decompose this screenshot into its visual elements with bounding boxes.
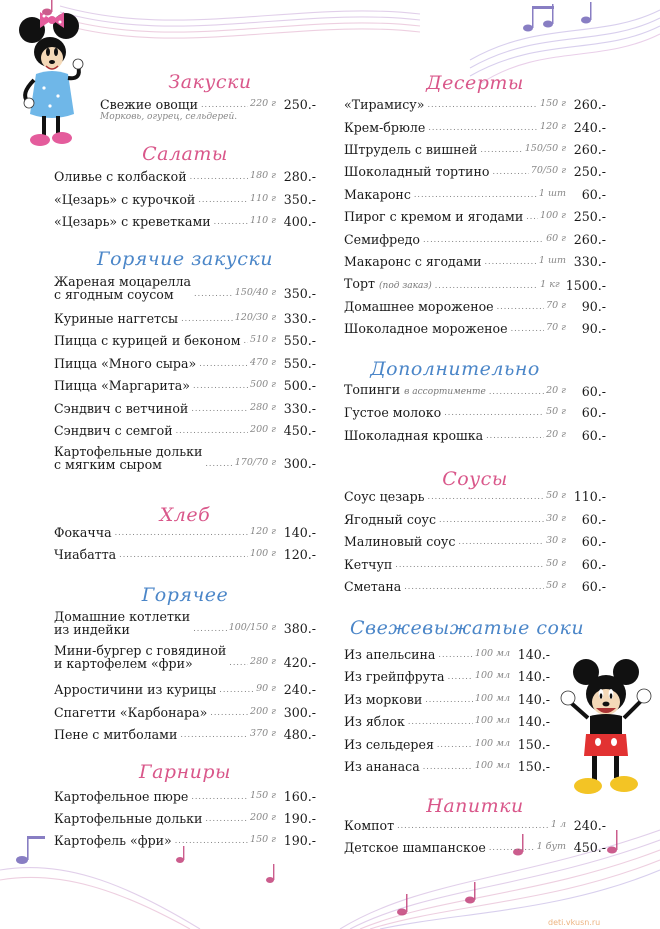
item-name: Сэндвич с ветчиной — [54, 401, 189, 416]
menu-item — [100, 97, 316, 112]
item-weight: 100 г — [250, 548, 276, 559]
item-weight: 20 г — [546, 385, 566, 396]
item-name: Из яблок — [344, 714, 405, 729]
item-weight: 1 шт — [538, 255, 566, 266]
menu-item — [344, 759, 550, 774]
item-weight: 70/50 г — [530, 165, 566, 176]
item-weight: 20 г — [546, 429, 566, 440]
section-title-napitki: Напитки — [426, 795, 524, 817]
item-name: Соус цезарь — [344, 489, 425, 504]
item-name: Штрудель с вишней — [344, 142, 478, 157]
menu-item — [344, 187, 606, 202]
item-price: 140.- — [517, 692, 550, 707]
item-price: 60.- — [581, 512, 606, 527]
menu-item — [344, 142, 606, 157]
item-name: Мини-бургер с говядиной и картофелем «фри» — [54, 643, 227, 671]
item-price: 300.- — [283, 456, 316, 471]
menu-item — [344, 737, 550, 752]
item-price: 140.- — [517, 669, 550, 684]
menu-item — [344, 489, 606, 504]
item-price: 60.- — [581, 534, 606, 549]
item-weight: 60 г — [546, 233, 566, 244]
item-name: Жареная моцарелла с ягодным соусом — [54, 274, 192, 302]
item-price: 240.- — [573, 818, 606, 833]
item-price: 60.- — [581, 557, 606, 572]
menu-item — [344, 277, 606, 293]
menu-item — [344, 383, 606, 399]
minnie-mouse-illustration — [12, 6, 90, 154]
item-description: Морковь, огурец, сельдерей. — [100, 112, 238, 122]
item-name: Ягодный соус — [344, 512, 437, 527]
item-name: Пицца с курицей и беконом — [54, 333, 241, 348]
item-name: «Цезарь» с креветками — [54, 214, 211, 229]
item-note: в ассортименте — [404, 387, 486, 397]
menu-item — [54, 644, 316, 670]
item-price: 250.- — [573, 164, 606, 179]
item-name: Спагетти «Карбонара» — [54, 705, 208, 720]
section-title-zakuski: Закуски — [168, 71, 252, 93]
item-note: (под заказ) — [379, 281, 432, 291]
item-price: 160.- — [283, 789, 316, 804]
item-price: 240.- — [573, 120, 606, 135]
item-weight: 1 кг — [540, 279, 560, 290]
item-name: Густое молоко — [344, 405, 442, 420]
menu-item — [344, 97, 606, 112]
item-weight: 470 г — [250, 357, 276, 368]
menu-item — [54, 547, 316, 562]
menu-item — [54, 356, 316, 371]
item-price: 400.- — [283, 214, 316, 229]
section-title-dopolnitelno: Дополнительно — [370, 358, 540, 380]
section-title-soki: Свежевыжатые соки — [350, 617, 585, 639]
item-price: 150.- — [517, 759, 550, 774]
menu-item — [54, 525, 316, 540]
item-price: 60.- — [581, 579, 606, 594]
item-weight: 120 г — [250, 526, 276, 537]
item-weight: 100/150 г — [228, 622, 276, 633]
menu-item — [344, 254, 606, 269]
menu-item — [54, 727, 316, 742]
menu-item — [54, 811, 316, 826]
menu-item — [54, 423, 316, 438]
item-weight: 200 г — [250, 812, 276, 823]
menu-item — [344, 669, 550, 684]
item-name: Торт (под заказ) — [344, 276, 432, 291]
item-name: Картофельные дольки с мягким сыром — [54, 444, 203, 472]
item-name: Картофельные дольки — [54, 811, 203, 826]
item-price: 350.- — [283, 286, 316, 301]
item-name: Сэндвич с семгой — [54, 423, 173, 438]
item-price: 350.- — [283, 192, 316, 207]
item-price: 260.- — [573, 232, 606, 247]
item-name: Чиабатта — [54, 547, 117, 562]
item-name: Домашнее мороженое — [344, 299, 494, 314]
menu-item — [54, 682, 316, 697]
menu-item — [54, 610, 316, 636]
item-price: 330.- — [283, 401, 316, 416]
menu-item — [54, 169, 316, 184]
item-weight: 1 бут — [536, 841, 566, 852]
item-weight: 50 г — [546, 490, 566, 501]
item-price: 120.- — [283, 547, 316, 562]
item-name: Из ананаса — [344, 759, 420, 774]
item-price: 240.- — [283, 682, 316, 697]
item-name: Топинги в ассортименте — [344, 382, 486, 397]
item-price: 480.- — [283, 727, 316, 742]
menu-item — [344, 692, 550, 707]
item-name: Из грейпфрута — [344, 669, 445, 684]
item-price: 450.- — [573, 840, 606, 855]
item-weight: 510 г — [250, 334, 276, 345]
item-name: Шоколадная крошка — [344, 428, 484, 443]
item-weight: 100 мл — [474, 693, 510, 704]
section-title-goryachee: Горячее — [141, 584, 229, 606]
item-name: Макаронс — [344, 187, 411, 202]
item-weight: 100 мл — [474, 670, 510, 681]
svg-text:deti.vkusn.ru: deti.vkusn.ru — [548, 918, 601, 927]
item-weight: 180 г — [250, 170, 276, 181]
item-weight: 110 г — [250, 193, 276, 204]
item-price: 140.- — [517, 714, 550, 729]
item-weight: 120 г — [540, 121, 566, 132]
item-price: 420.- — [283, 655, 316, 670]
section-title-salaty: Салаты — [142, 143, 228, 165]
item-price: 60.- — [581, 187, 606, 202]
item-name: Из сельдерея — [344, 737, 434, 752]
item-name: Крем-брюле — [344, 120, 426, 135]
item-weight: 50 г — [546, 558, 566, 569]
item-weight: 100 мл — [474, 648, 510, 659]
menu-item — [344, 232, 606, 247]
item-name: Малиновый соус — [344, 534, 456, 549]
menu-item — [54, 275, 316, 301]
menu-item — [344, 428, 606, 443]
item-weight: 110 г — [250, 215, 276, 226]
item-name: Пицца «Маргарита» — [54, 378, 190, 393]
item-name: Макаронс с ягодами — [344, 254, 482, 269]
menu-item — [344, 534, 606, 549]
item-name: Арростичини из курицы — [54, 682, 217, 697]
menu-item — [54, 789, 316, 804]
item-name: Кетчуп — [344, 557, 393, 572]
menu-item — [54, 333, 316, 348]
menu-item — [344, 840, 606, 855]
item-price: 330.- — [283, 311, 316, 326]
item-weight: 30 г — [546, 535, 566, 546]
section-title-sousy: Соусы — [442, 468, 508, 490]
item-price: 500.- — [283, 378, 316, 393]
menu-item — [344, 405, 606, 420]
item-price: 330.- — [573, 254, 606, 269]
section-title-garniry: Гарниры — [139, 761, 231, 783]
item-weight: 150 г — [540, 98, 566, 109]
item-weight: 280 г — [250, 402, 276, 413]
item-name: Шоколадное мороженое — [344, 321, 508, 336]
menu-item — [344, 321, 606, 336]
item-weight: 220 г — [250, 98, 276, 109]
section-title-deserty: Десерты — [426, 72, 524, 94]
item-weight: 280 г — [250, 656, 276, 667]
item-weight: 200 г — [250, 706, 276, 717]
item-weight: 1 л — [550, 819, 566, 830]
item-name: Пене с митболами — [54, 727, 178, 742]
menu-item — [54, 833, 316, 848]
menu-item — [54, 705, 316, 720]
item-name: Оливье с колбаской — [54, 169, 187, 184]
menu-item — [344, 299, 606, 314]
menu-item — [54, 401, 316, 416]
section-title-hleb: Хлеб — [159, 504, 211, 526]
item-name: «Цезарь» с курочкой — [54, 192, 196, 207]
item-weight: 100 г — [540, 210, 566, 221]
mickey-mouse-illustration — [560, 650, 654, 800]
item-weight: 90 г — [256, 683, 276, 694]
item-weight: 150 г — [250, 834, 276, 845]
menu-item — [344, 512, 606, 527]
item-price: 60.- — [581, 405, 606, 420]
item-name: Пирог с кремом и ягодами — [344, 209, 524, 224]
item-weight: 370 г — [250, 728, 276, 739]
item-weight: 150/50 г — [524, 143, 566, 154]
item-name: Семифредо — [344, 232, 420, 247]
item-weight: 500 г — [250, 379, 276, 390]
item-price: 140.- — [283, 525, 316, 540]
item-name: Сметана — [344, 579, 402, 594]
menu-item — [54, 445, 316, 471]
item-weight: 30 г — [546, 513, 566, 524]
item-weight: 200 г — [250, 424, 276, 435]
menu-item — [54, 378, 316, 393]
section-title-goryachie-zakuski: Горячие закуски — [97, 248, 273, 270]
item-price: 60.- — [581, 384, 606, 399]
item-price: 150.- — [517, 737, 550, 752]
item-name: «Тирамису» — [344, 97, 425, 112]
item-price: 550.- — [283, 333, 316, 348]
item-weight: 100 мл — [474, 715, 510, 726]
item-weight: 150/40 г — [234, 287, 276, 298]
item-name: Детское шампанское — [344, 840, 486, 855]
item-price: 60.- — [581, 428, 606, 443]
item-weight: 50 г — [546, 406, 566, 417]
item-price: 90.- — [581, 299, 606, 314]
item-price: 90.- — [581, 321, 606, 336]
item-name: Фокачча — [54, 525, 112, 540]
menu-item — [344, 120, 606, 135]
item-name: Шоколадный тортино — [344, 164, 490, 179]
item-name: Из моркови — [344, 692, 423, 707]
item-price: 140.- — [517, 647, 550, 662]
item-weight: 100 мл — [474, 760, 510, 771]
item-name: Картофельное пюре — [54, 789, 189, 804]
item-name: Пицца «Много сыра» — [54, 356, 197, 371]
menu-item — [344, 164, 606, 179]
item-name: Из апельсина — [344, 647, 436, 662]
item-price: 280.- — [283, 169, 316, 184]
item-weight: 150 г — [250, 790, 276, 801]
item-name: Свежие овощи — [100, 97, 198, 112]
item-price: 260.- — [573, 97, 606, 112]
menu-item — [344, 714, 550, 729]
item-price: 260.- — [573, 142, 606, 157]
item-price: 250.- — [573, 209, 606, 224]
item-price: 250.- — [283, 97, 316, 112]
menu-item — [344, 209, 606, 224]
item-weight: 1 шт — [538, 188, 566, 199]
item-price: 110.- — [573, 489, 606, 504]
item-weight: 70 г — [546, 322, 566, 333]
item-price: 550.- — [283, 356, 316, 371]
menu-item — [344, 579, 606, 594]
item-name: Компот — [344, 818, 395, 833]
item-weight: 70 г — [546, 300, 566, 311]
item-price: 190.- — [283, 811, 316, 826]
item-price: 1500.- — [565, 278, 606, 293]
menu-item — [344, 818, 606, 833]
item-name: Куриные наггетсы — [54, 311, 179, 326]
item-price: 300.- — [283, 705, 316, 720]
item-name: Домашние котлетки из индейки — [54, 609, 191, 637]
item-weight: 100 мл — [474, 738, 510, 749]
item-weight: 120/30 г — [234, 312, 276, 323]
item-weight: 170/70 г — [234, 457, 276, 468]
menu-item — [54, 192, 316, 207]
item-weight: 50 г — [546, 580, 566, 591]
item-price: 380.- — [283, 621, 316, 636]
item-price: 450.- — [283, 423, 316, 438]
item-price: 190.- — [283, 833, 316, 848]
menu-item — [54, 311, 316, 326]
menu-item — [54, 214, 316, 229]
menu-item — [344, 647, 550, 662]
menu-item — [344, 557, 606, 572]
item-name: Картофель «фри» — [54, 833, 172, 848]
